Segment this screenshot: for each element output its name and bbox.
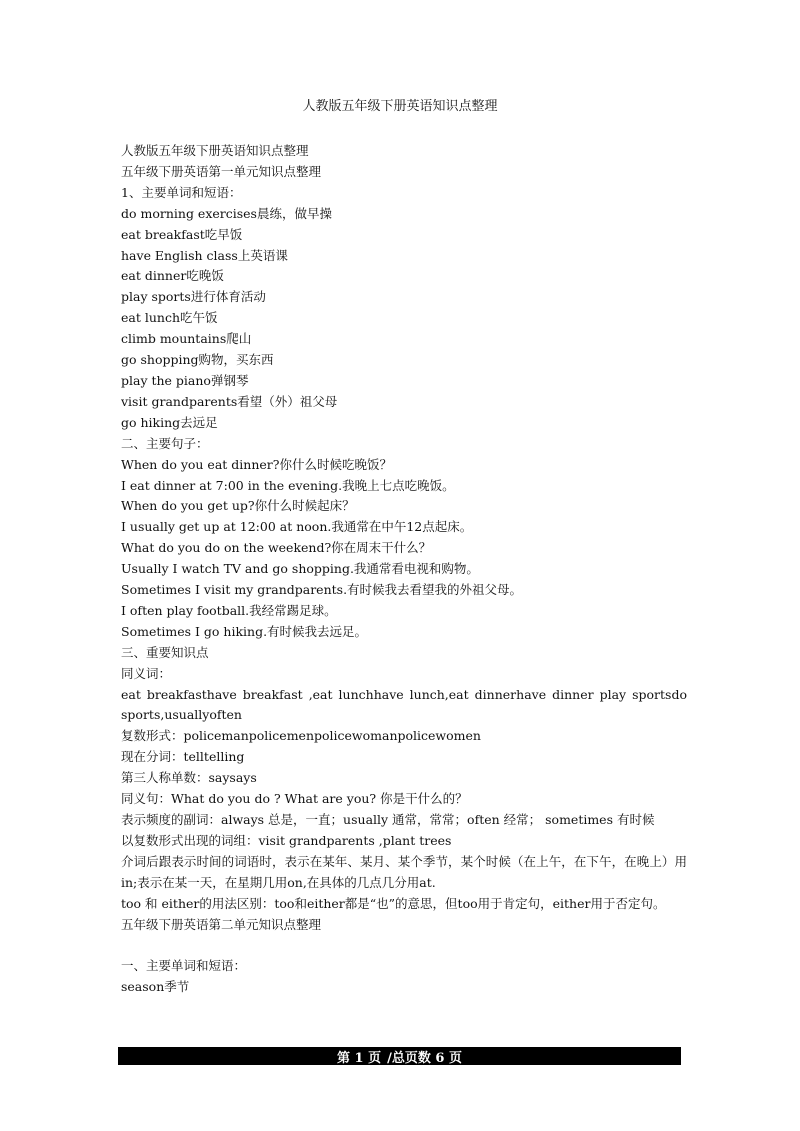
vocab-line: play sports进行体育活动: [121, 289, 266, 305]
sentence-line: When do you eat dinner?你什么时候吃晚饭？: [121, 456, 392, 472]
section-heading-sentences: 二、主要句子：: [121, 435, 209, 451]
vocab-line: play the piano弹钢琴: [121, 372, 249, 388]
too-either-paragraph: too 和 either的用法区别：too和either都是“也”的意思，但too用于肯定句，either用于否定句。: [121, 895, 666, 911]
knowledge-line: 以复数形式出现的词组：visit grandparents ,plant trees: [121, 832, 452, 848]
section-heading-words: 一、主要单词和短语：: [121, 958, 247, 974]
synonym-paragraph: eat breakfasthave breakfast ,eat lunchhave lunch,eat dinnerhave dinner play sportsdo sports,usuallyoften: [121, 686, 687, 723]
sentence-line: Usually I watch TV and go shopping.我通常看电视和购物。: [121, 561, 479, 577]
vocab-line: eat dinner吃晚饭: [121, 268, 224, 284]
page-footer: [118, 1047, 681, 1065]
unit-two-heading: 五年级下册英语第二单元知识点整理: [121, 916, 322, 932]
sentence-line: Sometimes I visit my grandparents.有时候我去看望我的外祖父母。: [121, 582, 523, 598]
vocab-line: go hiking去远足: [121, 414, 218, 430]
knowledge-line: 复数形式：policemanpolicemenpolicewomanpolicewomen: [121, 728, 481, 744]
sentence-line: I often play football.我经常踢足球。: [121, 602, 337, 618]
sentence-line: What do you do on the weekend?你在周末干什么？: [121, 540, 432, 556]
vocab-line: do morning exercises晨练，做早操: [121, 205, 332, 221]
frequency-adverbs-line: 表示频度的副词：always 总是，一直；usually 通常，常常；often 经常； sometimes 有时候: [121, 812, 655, 827]
sentence-line: When do you get up?你什么时候起床？: [121, 498, 355, 514]
unit-one-heading: 五年级下册英语第一单元知识点整理: [121, 163, 322, 179]
document-body: [121, 141, 687, 998]
sentence-line: Sometimes I go hiking.有时候我去远足。: [121, 623, 368, 639]
knowledge-line: 现在分词：telltelling: [121, 749, 245, 765]
document-title: 人教版五年级下册英语知识点整理: [302, 99, 498, 114]
vocab-line: climb mountains爬山: [121, 331, 252, 347]
sentence-line: I eat dinner at 7:00 in the evening.我晚上七点吃晚饭。: [121, 477, 455, 493]
total-pages-label: /总页数 6 页: [387, 1050, 462, 1066]
section-heading-words: 1、主要单词和短语：: [121, 184, 242, 200]
blank-line: [121, 935, 687, 956]
doc-heading: 人教版五年级下册英语知识点整理: [121, 143, 309, 158]
vocab-line: season季节: [121, 979, 190, 995]
vocab-line: eat breakfast吃早饭: [121, 226, 243, 242]
vocab-line: eat lunch吃午饭: [121, 310, 218, 326]
vocab-line: have English class上英语课: [121, 247, 288, 263]
vocab-line: go shopping购物，买东西: [121, 352, 274, 368]
section-heading-knowledge: 三、重要知识点: [121, 644, 209, 660]
knowledge-line: 第三人称单数：saysays: [121, 770, 257, 786]
sentence-line: I usually get up at 12:00 at noon.我通常在中午12点起床。: [121, 519, 473, 535]
knowledge-label: 同义词：: [121, 665, 172, 681]
preposition-paragraph: 介词后跟表示时间的词语时，表示在某年、某月、某个季节，某个时候（在上午，在下午，在晚上）用in;表示在某一天，在星期几用on,在具体的几点几分用at.: [121, 853, 687, 890]
page-number-label: 第 1 页: [337, 1050, 382, 1066]
knowledge-line: 同义句：What do you do ? What are you? 你是干什么的？: [121, 791, 468, 807]
vocab-line: visit grandparents看望（外）祖父母: [121, 393, 338, 409]
